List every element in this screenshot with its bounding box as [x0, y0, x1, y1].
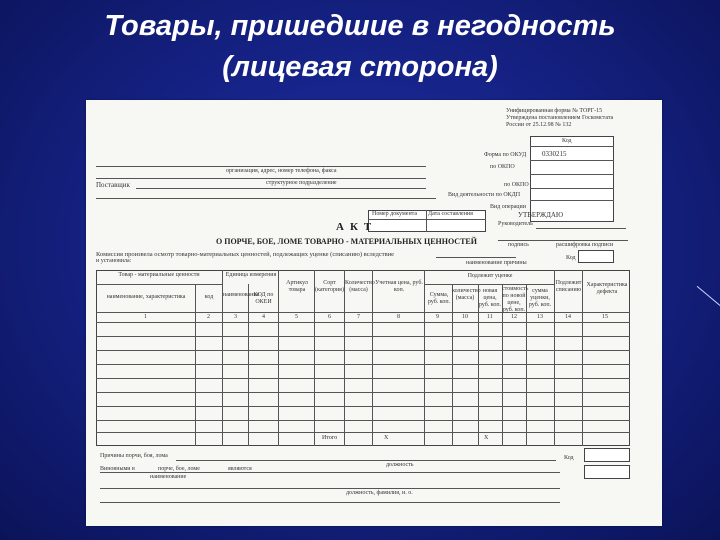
- operation-label: Вид операции: [490, 204, 526, 210]
- col-num-13: 13: [537, 314, 543, 320]
- approve-sign: подпись: [508, 242, 529, 248]
- slide-decoration-line: [697, 286, 720, 306]
- header-note-1: Унифицированная форма № ТОРГ-15: [506, 108, 603, 114]
- th-goods: Товар - материальные ценности: [118, 272, 200, 278]
- okud-label: Форма по ОКУД: [484, 152, 527, 158]
- th-defect: Характеристика дефекта: [586, 282, 628, 295]
- supplier-label: Поставщик: [96, 181, 130, 189]
- th-price: Учетная цена, руб. коп.: [375, 280, 423, 293]
- col-num-12: 12: [511, 314, 517, 320]
- th-article: Артикул товара: [286, 280, 308, 293]
- bottom-caption2: должность, фамилия, и. о.: [346, 490, 413, 496]
- col-num-4: 4: [262, 314, 265, 320]
- org-caption: организация, адрес, номер телефона, факса: [226, 168, 337, 174]
- th-md-qty: количество (масса): [452, 288, 481, 301]
- th-md-sum: сумма уценки, руб. коп.: [528, 288, 552, 308]
- th-sort: Сорт (категория): [315, 280, 344, 293]
- commission-caption: наименование причины: [466, 260, 527, 266]
- header-note-3: России от 25.12.98 № 132: [506, 122, 572, 128]
- th-qty: Количество (масса): [345, 280, 375, 293]
- th-writeoff: Подлежит списанию: [555, 280, 582, 293]
- docnum-label: Номер документа: [372, 211, 418, 217]
- th-unit: Единица измерения: [225, 272, 277, 278]
- kod-small: Код: [566, 255, 576, 261]
- col-num-2: 2: [207, 314, 210, 320]
- established-text: и установила:: [96, 258, 132, 264]
- th-goods-name: наименование, характеристика: [106, 294, 186, 300]
- col-num-10: 10: [462, 314, 468, 320]
- th-md-sum-new: стоимость по новой цене, руб. коп.: [502, 286, 529, 313]
- approve-role: Руководитель: [498, 221, 533, 227]
- col-num-5: 5: [295, 314, 298, 320]
- kod-label: Код: [562, 138, 572, 144]
- th-sum: Сумма, руб. коп.: [427, 292, 451, 305]
- guilty-label: Виновными в: [100, 466, 135, 472]
- col-num-8: 8: [397, 314, 400, 320]
- akt-title: АКТ: [336, 221, 378, 233]
- th-unit-name: наименование: [223, 292, 260, 298]
- kod-small-box: [578, 250, 614, 263]
- th-goods-code: код: [204, 294, 214, 300]
- guilty-caption: наименование: [150, 474, 187, 480]
- col-num-7: 7: [357, 314, 360, 320]
- reasons-label: Причины порчи, боя, лома: [100, 453, 168, 459]
- okud-code: 0330215: [542, 150, 567, 158]
- col-num-6: 6: [328, 314, 331, 320]
- total-x1: Х: [384, 435, 389, 441]
- okpo2-label: по ОКПО: [504, 182, 529, 188]
- form-document: [86, 100, 662, 526]
- th-md-price: новая цена, руб. коп.: [478, 288, 502, 308]
- docdate-label: Дата составления: [428, 211, 473, 217]
- col-num-15: 15: [602, 314, 608, 320]
- okpo-label: по ОКПО: [490, 164, 515, 170]
- approve-decode: расшифровка подписи: [556, 242, 614, 248]
- slide-title-line1: Товары, пришедшие в негодность: [104, 10, 616, 42]
- total-label: Итого: [322, 435, 338, 441]
- total-x2: Х: [484, 435, 489, 441]
- akt-subtitle: О ПОРЧЕ, БОЕ, ЛОМЕ ТОВАРНО - МАТЕРИАЛЬНЫХ ЦЕННОСТЕЙ: [216, 237, 477, 246]
- col-num-9: 9: [436, 314, 439, 320]
- bottom-kod-box-2: [584, 465, 630, 479]
- guilty-value: порче, бое, ломе: [158, 466, 200, 472]
- code-box: [530, 136, 614, 222]
- okdp-label: Вид деятельности по ОКДП: [448, 192, 521, 198]
- th-markdown: Подлежит уценке: [467, 273, 513, 279]
- header-note-2: Утверждена постановлением Госкомстата: [506, 115, 614, 121]
- col-num-11: 11: [487, 314, 493, 320]
- commission-text: Комиссия произвела осмотр товарно-материальных ценностей, подлежащих уценке (списанию) вследствие: [96, 251, 395, 258]
- col-num-14: 14: [565, 314, 571, 320]
- guilty-suffix: являются: [228, 466, 252, 472]
- bottom-kod-box: [584, 448, 630, 462]
- col-num-1: 1: [144, 314, 147, 320]
- bottom-caption1: должность: [386, 462, 414, 468]
- subdivision-caption: структурное подразделение: [266, 180, 337, 186]
- slide-title: [0, 6, 720, 88]
- slide-title-line2: (лицевая сторона): [222, 51, 498, 83]
- col-num-3: 3: [234, 314, 237, 320]
- th-unit-okei: КОД по ОКЕИ: [253, 292, 274, 305]
- bottom-kod: Код: [564, 455, 574, 461]
- approve-label: УТВЕРЖДАЮ: [518, 211, 564, 219]
